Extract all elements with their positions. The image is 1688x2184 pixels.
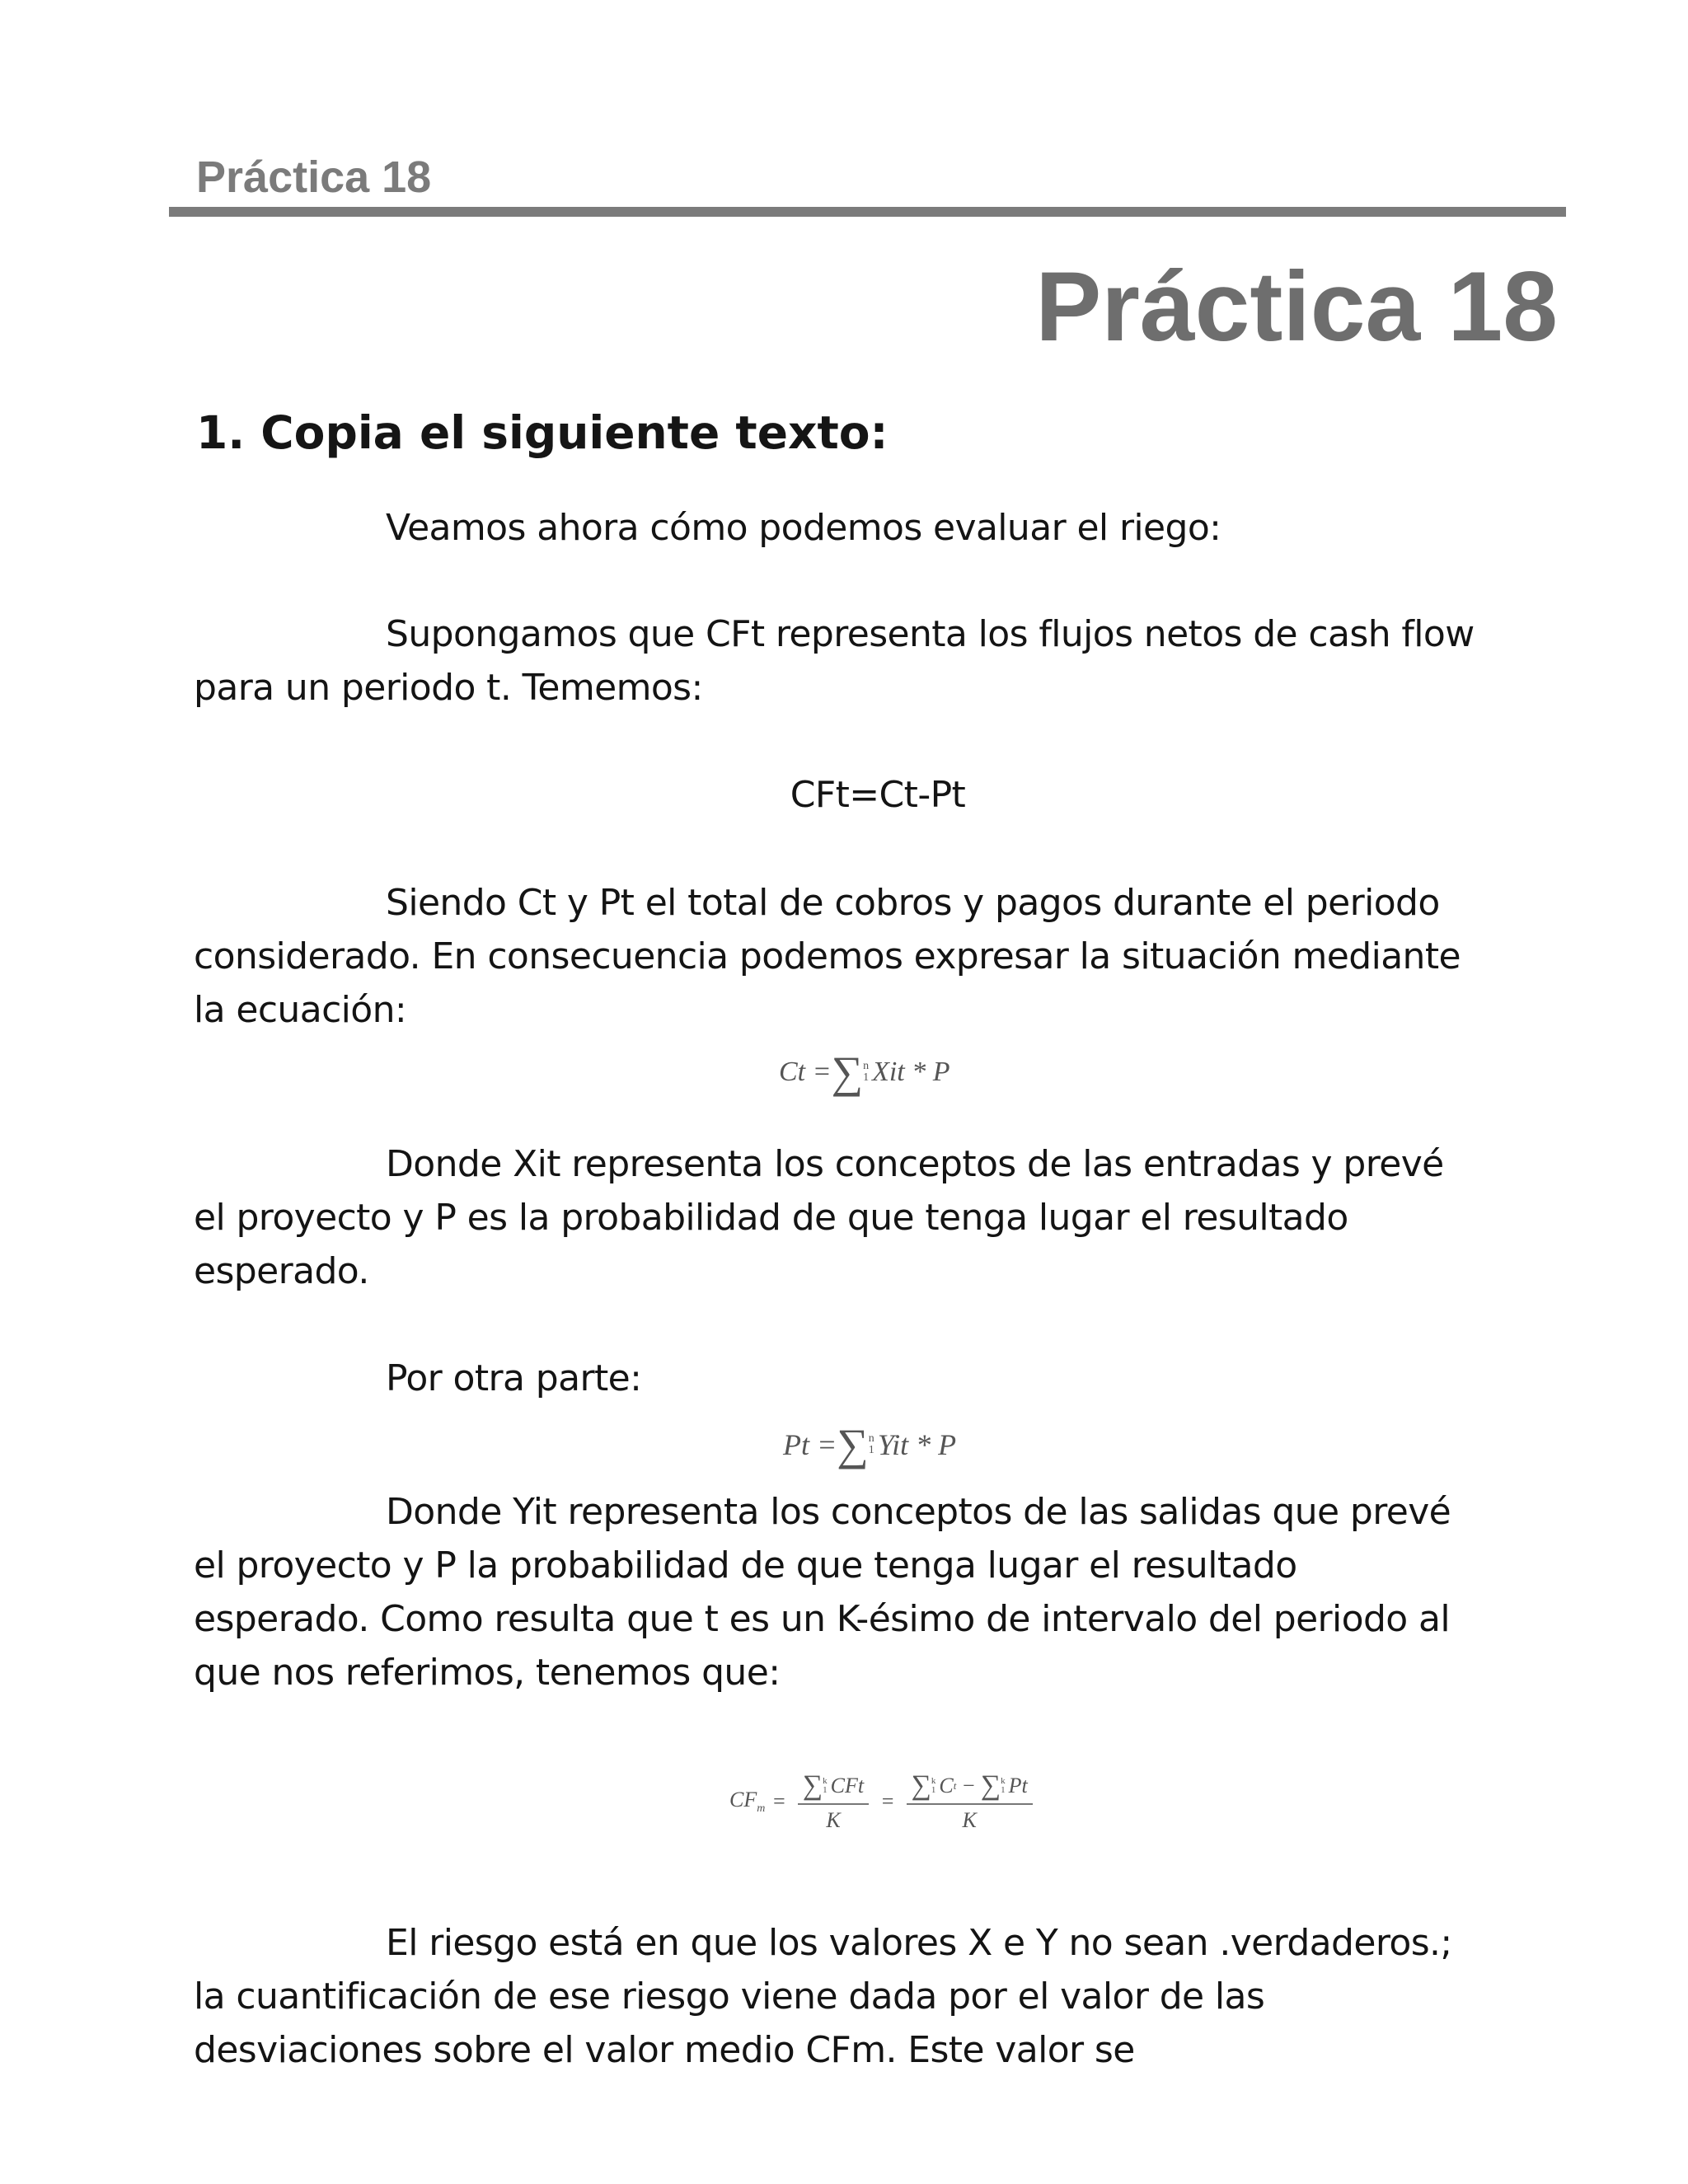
paragraph-7: El riesgo está en que los valores X e Y no sean .verdaderos.; la cuantificación de ese riesgo viene dada por el valor de las desviaciones sobre el valor medio CFm. Este valor se (194, 1922, 1452, 2071)
paragraph-6: Donde Yit representa los conceptos de las salidas que prevé el proyecto y P la probabilidad de que tenga lugar el resultado esperado. Como resulta que t es un K-ésimo de intervalo del periodo al que nos referimos, tenemos que: (194, 1491, 1451, 1694)
formula-cfm-fraction-1: ∑ k 1 CFt K (798, 1770, 869, 1833)
formula-pt-term: Yit * P (877, 1428, 957, 1461)
sigma-icon: ∑ (802, 1770, 823, 1801)
sigma-icon: ∑ (837, 1420, 869, 1469)
formula-cfm (729, 1770, 1038, 1833)
header-rule (169, 207, 1566, 217)
equation-cft: CFt=Ct-Pt (790, 774, 966, 816)
formula-cfm-eq1: = (771, 1789, 786, 1813)
formula-ct-limits (863, 1061, 869, 1084)
formula-pt-lhs: Pt = (783, 1428, 837, 1461)
formula-cfm-fraction-2: ∑ k 1 C t − ∑ k 1 Pt K (907, 1770, 1033, 1833)
formula-ct-lhs: Ct = (779, 1057, 832, 1087)
formula-ct-term: Xit * P (872, 1057, 950, 1087)
formula-pt-lower: 1 (868, 1444, 874, 1456)
paragraph-2: Supongamos que CFt representa los flujos netos de cash flow para un periodo t. Tememos: (194, 613, 1475, 709)
formula-ct-lower: 1 (863, 1071, 870, 1084)
page-title: Práctica 18 (1035, 251, 1558, 362)
paragraph-1: Veamos ahora cómo podemos evaluar el riego: (386, 507, 1221, 549)
formula-ct (779, 1047, 950, 1098)
formula-pt-limits (869, 1433, 874, 1456)
section-heading: 1. Copia el siguiente texto: (196, 406, 889, 459)
running-header-title: Práctica 18 (196, 152, 432, 202)
sigma-icon: ∑ (980, 1770, 1001, 1801)
paragraph-5: Por otra parte: (386, 1357, 642, 1399)
formula-cfm-eq2: = (880, 1789, 895, 1813)
formula-pt (783, 1419, 956, 1470)
formula-ct-upper: n (863, 1060, 870, 1072)
paragraph-3: Siendo Ct y Pt el total de cobros y pagos durante el periodo considerado. En consecuencia podemos expresar la situación mediante la ecuación: (194, 882, 1461, 1031)
sigma-icon: ∑ (831, 1047, 864, 1097)
formula-cfm-lhs: $CF_m$ (729, 1787, 766, 1816)
paragraph-4: Donde Xit representa los conceptos de las entradas y prevé el proyecto y P es la probabilidad de que tenga lugar el resultado esperado. (194, 1143, 1444, 1292)
sigma-icon: ∑ (911, 1770, 931, 1801)
formula-pt-upper: n (868, 1432, 874, 1445)
